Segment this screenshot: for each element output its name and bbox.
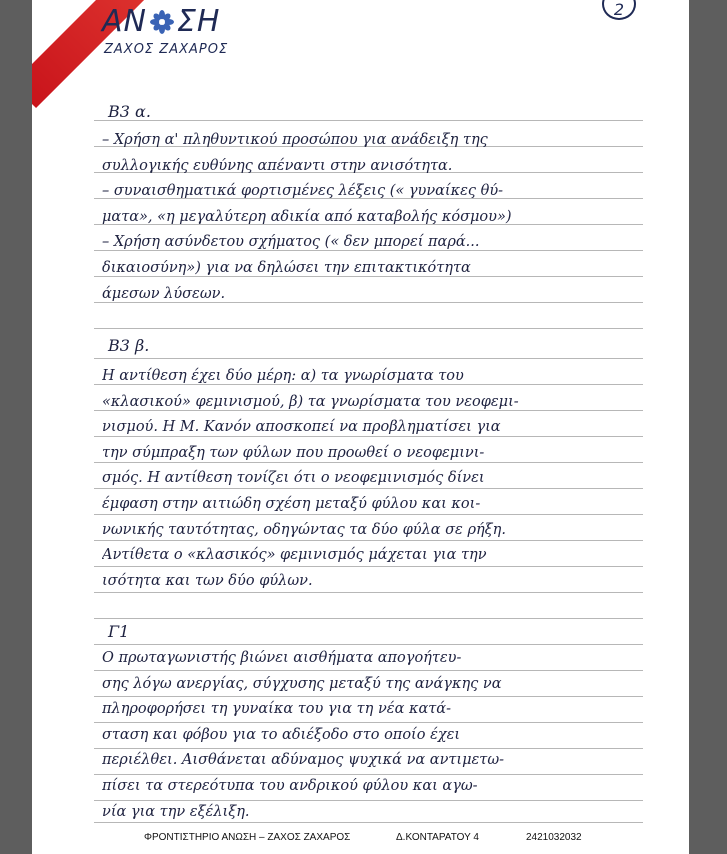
- section-heading-b3b: Β3 β.: [108, 336, 150, 355]
- text-line: συλλογικής ευθύνης απέναντι στην ανισότητα.: [102, 157, 453, 174]
- section-body-g1: [102, 646, 657, 825]
- text-line: ματα», «η μεγαλύτερη αδικία από καταβολής κόσμου»): [102, 208, 512, 225]
- text-line: νία για την εξέλιξη.: [102, 803, 250, 820]
- ruled-line: [94, 618, 643, 619]
- brand-logo: [102, 4, 220, 39]
- text-line: την σύμπραξη των φύλων που προωθεί ο νεοφεμινι-: [102, 444, 485, 461]
- ruled-line: [94, 120, 643, 121]
- text-line: σταση και φόβου για το αδιέξοδο στο οποίο έχει: [102, 726, 461, 743]
- ruled-line: [94, 328, 643, 329]
- text-line: έμφαση στην αιτιώδη σχέση μεταξύ φύλου και κοι-: [102, 495, 481, 512]
- text-line: ισότητα και των δύο φύλων.: [102, 572, 313, 589]
- text-line: Αντίθετα ο «κλασικός» φεμινισμός μάχεται για την: [102, 547, 487, 564]
- section-body-b3b: [102, 364, 657, 594]
- text-line: – συναισθηματικά φορτισμένες λέξεις (« γυναίκες θύ-: [102, 183, 504, 200]
- logo-text-right: ΣΗ: [176, 4, 221, 39]
- document-page: [32, 0, 689, 854]
- text-line: πληροφορήσει τη γυναίκα του για τη νέα κατά-: [102, 701, 451, 718]
- text-line: Ο πρωταγωνιστής βιώνει αισθήματα απογοήτευ-: [102, 650, 462, 666]
- text-line: νωνικής ταυτότητας, οδηγώντας τα δύο φύλα σε ρήξη.: [102, 521, 506, 538]
- section-body-b3a: [102, 128, 657, 307]
- text-line: περιέλθει. Αισθάνεται αδύναμος ψυχικά να αντιμετω-: [102, 752, 505, 769]
- text-line: πίσει τα στερεότυπα του ανδρικού φύλου και αγω-: [102, 777, 478, 794]
- text-line: «κλασικού» φεμινισμού, β) τα γνωρίσματα του νεοφεμι-: [102, 393, 519, 410]
- text-line: δικαιοσύνη») για να δηλώσει την επιτακτικότητα: [102, 259, 471, 276]
- ruled-line: [94, 358, 643, 359]
- footer-phone: 2421032032: [526, 832, 582, 843]
- text-line: – Χρήση α' πληθυντικού προσώπου για ανάδειξη της: [102, 132, 488, 148]
- footer-school: ΦΡΟΝΤΙΣΤΗΡΙΟ ΑΝΩΣΗ – ΖΑΧΟΣ ΖΑΧΑΡΟΣ: [144, 832, 351, 843]
- logo-text-left: ΑΝ: [102, 4, 147, 39]
- text-line: – Χρήση ασύνδετου σχήματος (« δεν μπορεί παρά...: [102, 234, 480, 251]
- section-heading-g1: Γ1: [108, 622, 130, 641]
- logo-tagline: ΖΑΧΟΣ ΖΑΧΑΡΟΣ: [104, 42, 229, 57]
- section-heading-b3a: Β3 α.: [108, 102, 151, 121]
- text-line: σης λόγω ανεργίας, σύγχυσης μεταξύ της ανάγκης να: [102, 675, 502, 692]
- ruled-line: [94, 644, 643, 645]
- page-number: 2: [602, 0, 636, 20]
- text-line: νισμού. Η Μ. Κανόν αποσκοπεί να προβληματίσει για: [102, 419, 501, 436]
- text-line: άμεσων λύσεων.: [102, 285, 226, 302]
- footer-address: Δ.ΚΟΝΤΑΡΑΤΟΥ 4: [396, 832, 479, 843]
- text-line: Η αντίθεση έχει δύο μέρη: α) τα γνωρίσματα του: [102, 368, 464, 384]
- text-line: σμός. Η αντίθεση τονίζει ότι ο νεοφεμινισμός δίνει: [102, 470, 485, 487]
- flower-icon: [149, 9, 175, 35]
